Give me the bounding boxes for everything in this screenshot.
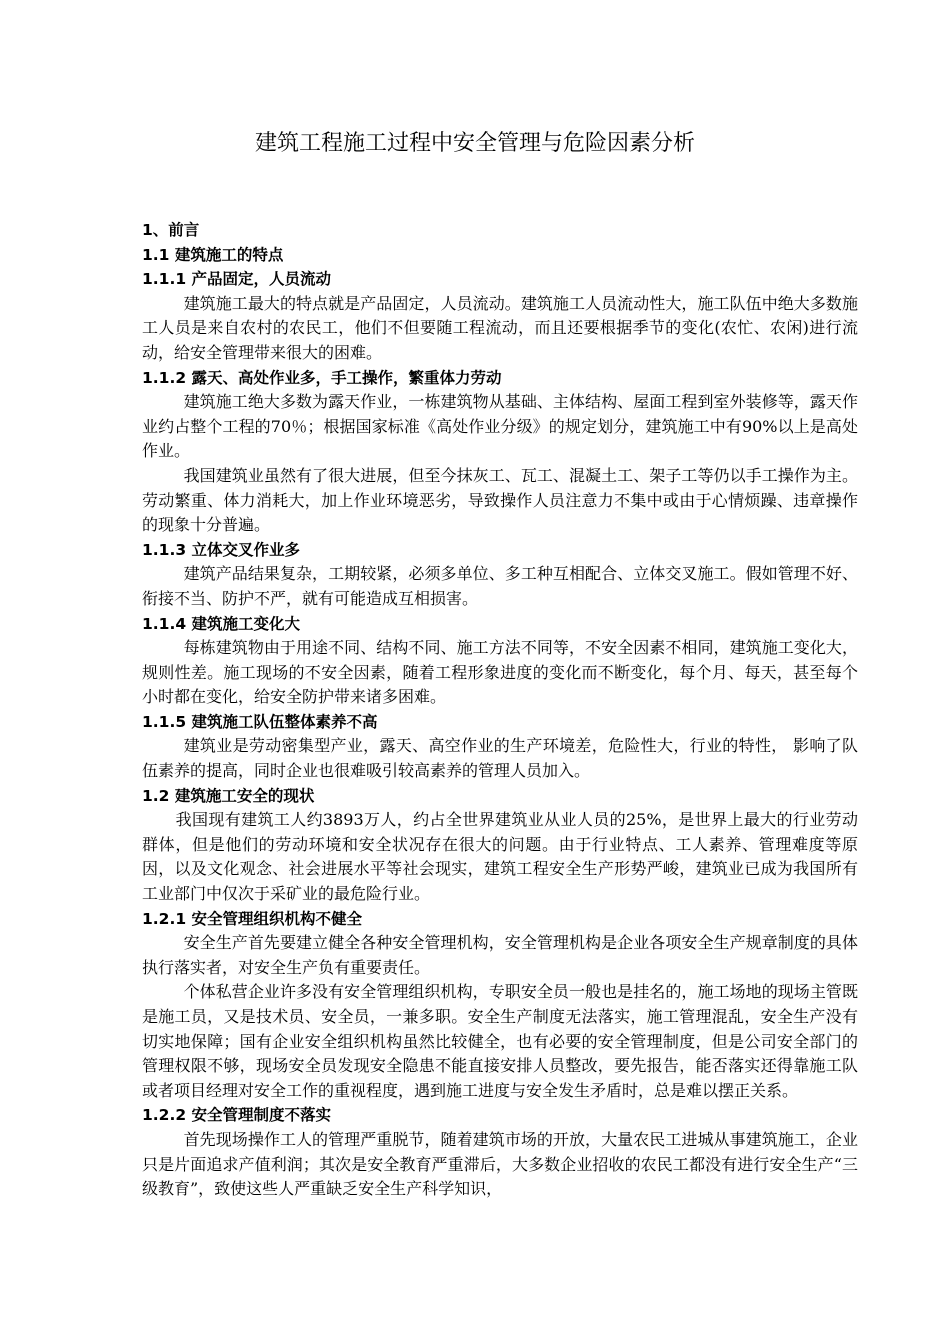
section-heading: 1.2 建筑施工安全的现状 (142, 786, 315, 805)
paragraph: 每栋建筑物由于用途不同、结构不同、施工方法不同等，不安全因素不相同，建筑施工变化大，规则性差。施工现场的不安全因素，随着工程形象进度的变化而不断变化，每个月、每天，甚至每个小时都在变化，给安全防护带来诸多困难。 (142, 638, 858, 707)
section-heading: 1.2.2 安全管理制度不落实 (142, 1106, 332, 1125)
paragraph: 建筑产品结果复杂，工期较紧，必须多单位、多工种互相配合、立体交叉施工。假如管理不好、衔接不当、防护不严，就有可能造成互相损害。 (142, 564, 858, 608)
section-heading: 1.1.3 立体交叉作业多 (142, 540, 301, 559)
paragraph: 个体私营企业许多没有安全管理组织机构，专职安全员一般也是挂名的，施工场地的现场主管既是施工员，又是技术员、安全员，一兼多职。安全生产制度无法落实，施工管理混乱，安全生产没有切实地保障；国有企业安全组织机构虽然比较健全，也有必要的安全管理制度，但是公司安全部门的管理权限不够，现场安全员发现安全隐患不能直接安排人员整改，要先报告，能否落实还得靠施工队或者项目经理对安全工作的重视程度，遇到施工进度与安全发生矛盾时，总是难以摆正关系。 (142, 982, 858, 1100)
paragraph: 建筑业是劳动密集型产业，露天、高空作业的生产环境差，危险性大，行业的特性， 影响了队伍素养的提高，同时企业也很难吸引较高素养的管理人员加入。 (142, 736, 858, 781)
section-heading: 1、前言 (142, 221, 200, 239)
section-heading: 1.1.5 建筑施工队伍整体素养不高 (142, 712, 378, 731)
section-heading: 1.1.1 产品固定，人员流动 (142, 270, 332, 289)
paragraph: 建筑施工绝大多数为露天作业，一栋建筑物从基础、主体结构、屋面工程到室外装修等，露天作业约占整个工程的70％；根据国家标准《高处作业分级》的规定划分，建筑施工中有90%以上是高处作业。 (142, 392, 858, 461)
paragraph: 我国现有建筑工人约3893万人，约占全世界建筑业从业人员的25%，是世界上最大的行业劳动群体，但是他们的劳动环境和安全状况存在很大的问题。由于行业特点、工人素养、管理难度等原因，以及文化观念、社会进展水平等社会现实，建筑工程安全生产形势严峻，建筑业已成为我国所有工业部门中仅次于采矿业的最危险行业。 (142, 810, 858, 904)
document-title: 建筑工程施工过程中安全管理与危险因素分析 (254, 131, 695, 156)
section-heading: 1.2.1 安全管理组织机构不健全 (142, 909, 363, 928)
paragraph: 我国建筑业虽然有了很大进展，但至今抹灰工、瓦工、混凝土工、架子工等仍以手工操作为主。劳动繁重、体力消耗大，加上作业环境恶劣，导致操作人员注意力不集中或由于心情烦躁、违章操作的现象十分普遍。 (142, 465, 858, 535)
section-heading: 1.1.2 露天、高处作业多，手工操作，繁重体力劳动 (142, 368, 502, 387)
paragraph: 建筑施工最大的特点就是产品固定，人员流动。建筑施工人员流动性大，施工队伍中绝大多数施工人员是来自农村的农民工，他们不但要随工程流动，而且还要根据季节的变化(农忙、农闲)进行流动，给安全管理带来很大的困难。 (142, 293, 858, 362)
paragraph: 安全生产首先要建立健全各种安全管理机构，安全管理机构是企业各项安全生产规章制度的具体执行落实者，对安全生产负有重要责任。 (142, 933, 858, 977)
document-body (142, 218, 858, 1202)
section-heading: 1.1 建筑施工的特点 (142, 245, 284, 264)
paragraph: 首先现场操作工人的管理严重脱节，随着建筑市场的开放，大量农民工进城从事建筑施工，企业只是片面追求产值利润；其次是安全教育严重滞后，大多数企业招收的农民工都没有进行安全生产“三级教育”，致使这些人严重缺乏安全生产科学知识， (142, 1129, 858, 1199)
section-heading: 1.1.4 建筑施工变化大 (142, 614, 301, 633)
